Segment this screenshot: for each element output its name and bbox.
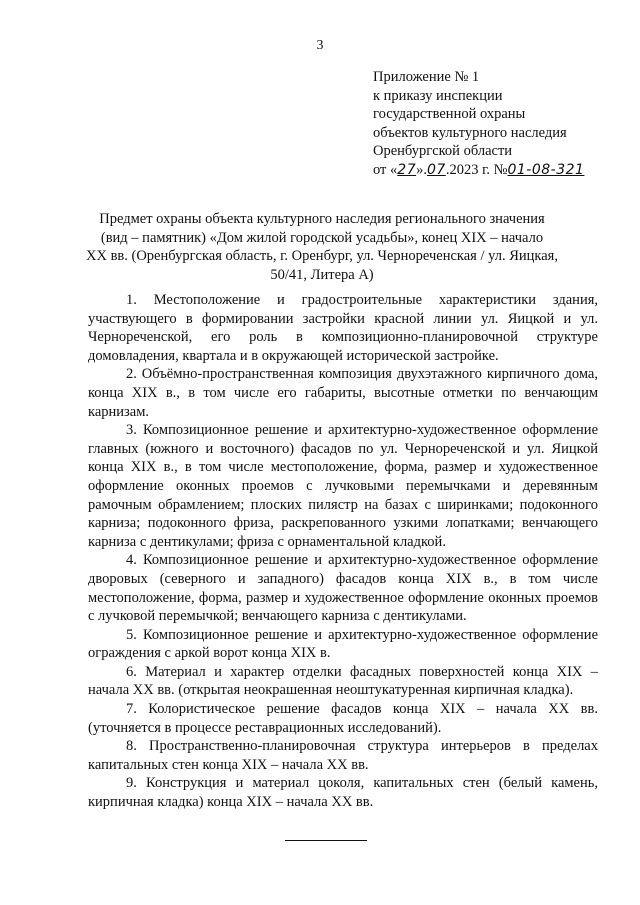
document-title [82,210,562,284]
list-item: 5. Композиционное решение и архитектурно-художественное оформление ограждения с аркой ворот конца XIX в. [88,626,598,662]
title-line: XX вв. (Оренбургская область, г. Оренбург, ул. Чернореченская / ул. Яицкая, [86,248,558,265]
protection-items-list [88,291,598,812]
end-divider [285,840,367,841]
appendix-date-line [373,161,633,180]
list-item: 7. Колористическое решение фасадов конца XIX – начала XX вв. (уточняется в процессе реставрационных исследований). [88,701,598,736]
title-line: 50/41, Литера А) [270,266,374,283]
handwritten-month: 07 [426,161,446,178]
appendix-line: объектов культурного наследия [373,124,567,141]
page-number: 3 [316,38,324,53]
list-item: 6. Материал и характер отделки фасадных поверхностей конца XIX – начала XX вв. (открытая неокрашенная неоштукатуренная кирпичная кладка). [88,663,598,699]
list-item: 8. Пространственно-планировочная структура интерьеров в пределах капитальных стен конца XIX – начала XX вв. [88,738,598,773]
title-line: (вид – памятник) «Дом жилой городской усадьбы», конец XIX – начало [100,229,544,246]
list-item: 9. Конструкция и материал цоколя, капитальных стен (белый камень, кирпичная кладка) конца XIX – начала XX вв. [88,775,598,811]
date-prefix: от « [373,161,398,178]
title-line: Предмет охраны объекта культурного наследия регионального значения [99,211,545,227]
appendix-header [373,68,633,180]
date-separator: ». [416,161,427,178]
appendix-line: государственной охраны [373,106,526,123]
list-item: 3. Композиционное решение и архитектурно-художественное оформление главных (южного и восточного) фасадов по ул. Чернореченской и ул. Яицкой конца XIX в., в том числе местоположение, форма, размер и художественное оформление оконных проемов с лучковыми перемычками и деревянным рамочным обрамлением; плоских пилястр на базах с ширинками; подоконного карниза; подоконного фриза, раскрепованного узкими лопатками; венчающего карниза с дентикулами; фриза с орнаментальной кладкой. [88,422,598,550]
handwritten-day: 27 [397,161,417,178]
appendix-line: Приложение № 1 [373,69,480,85]
date-year: .2023 г. № [445,161,508,178]
list-item: 1. Местоположение и градостроительные характеристики здания, участвующего в формировании застройки красной линии ул. Яицкой и ул. Чернореченской, его роль в композиционно-планировочной структуре домовладения, квартала и в окружающей исторической застройке. [88,292,598,364]
list-item: 2. Объёмно-пространственная композиция двухэтажного кирпичного дома, конца XIX в., в том числе его габариты, высотные отметки по венчающим карнизам. [88,366,598,420]
appendix-line: Оренбургской области [373,143,513,160]
list-item: 4. Композиционное решение и архитектурно-художественное оформление дворовых (северного и западного) фасадов конца XIX в., в том числе местоположение, форма, размер и художественное оформление оконных проемов с лучковой перемычкой; венчающего карниза с дентикулами. [88,552,598,625]
appendix-line: к приказу инспекции [373,87,503,104]
handwritten-order-number: 01-08-321 [507,161,585,178]
